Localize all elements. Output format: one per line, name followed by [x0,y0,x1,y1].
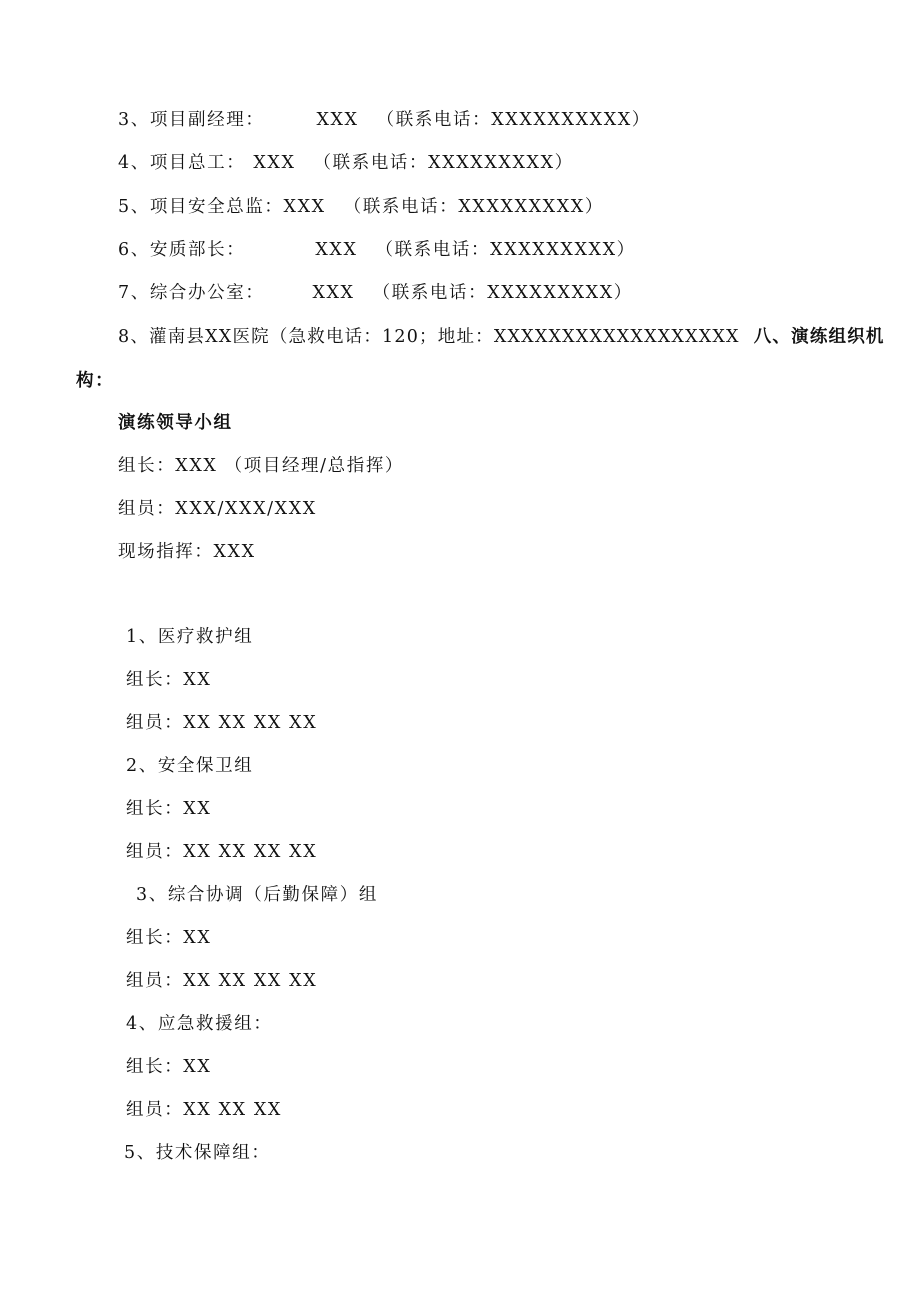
group-members: 组员：XX XX XX XX [126,842,318,862]
contact-name: XXX [315,240,358,260]
group-members: 组员：XX XX XX [126,1100,282,1120]
contact-phone: （联系电话：XXXXXXXXX） [372,283,633,303]
hospital-line [118,325,885,349]
group-title: 2、安全保卫组 [126,756,254,776]
contact-name: XXX [253,153,296,173]
group-title: 4、应急救援组： [126,1014,273,1034]
group-title: 5、技术保障组： [124,1143,271,1163]
contact-phone: （联系电话：XXXXXXXXX） [313,153,574,173]
group-title: 1、医疗救护组 [126,627,254,647]
group-leader: 组长：XX [126,799,212,819]
leadership-title: 演练领导小组 [118,413,233,433]
section-heading-continued: 构： [76,371,115,391]
contact-name: XXX [312,283,355,303]
contact-label: 6、安质部长： [118,240,246,260]
group-leader: 组长：XX [126,1057,212,1077]
group-leader: 组长：XX [126,928,212,948]
group-members: 组员：XX XX XX XX [126,713,318,733]
hospital-text: 8、灌南县XX医院（急救电话：120；地址：XXXXXXXXXXXXXXXXXX [118,327,740,347]
group-leader: 组长：XX [126,670,212,690]
contact-label: 7、综合办公室： [118,283,265,303]
contact-label: 4、项目总工： [118,153,246,173]
group-members: 组员：XX XX XX XX [126,971,318,991]
leadership-leader: 组长：XXX （项目经理/总指挥） [118,456,405,476]
contact-phone: （联系电话：XXXXXXXXXX） [376,110,651,130]
leadership-members: 组员：XXX/XXX/XXX [118,499,317,519]
section-heading: 八、演练组织机 [753,327,885,347]
contact-label: 3、项目副经理： [118,110,265,130]
contact-line [118,151,574,175]
contact-name: XXX [283,197,326,217]
contact-phone: （联系电话：XXXXXXXXX） [343,197,604,217]
contact-phone: （联系电话：XXXXXXXXX） [375,240,636,260]
contact-name: XXX [316,110,359,130]
contact-line [118,238,636,262]
contact-label: 5、项目安全总监： [118,197,284,217]
site-commander: 现场指挥：XXX [118,542,256,562]
contact-line [118,195,604,219]
group-title: 3、综合协调（后勤保障）组 [136,885,378,905]
contact-line [118,108,651,132]
contact-line [118,281,633,305]
